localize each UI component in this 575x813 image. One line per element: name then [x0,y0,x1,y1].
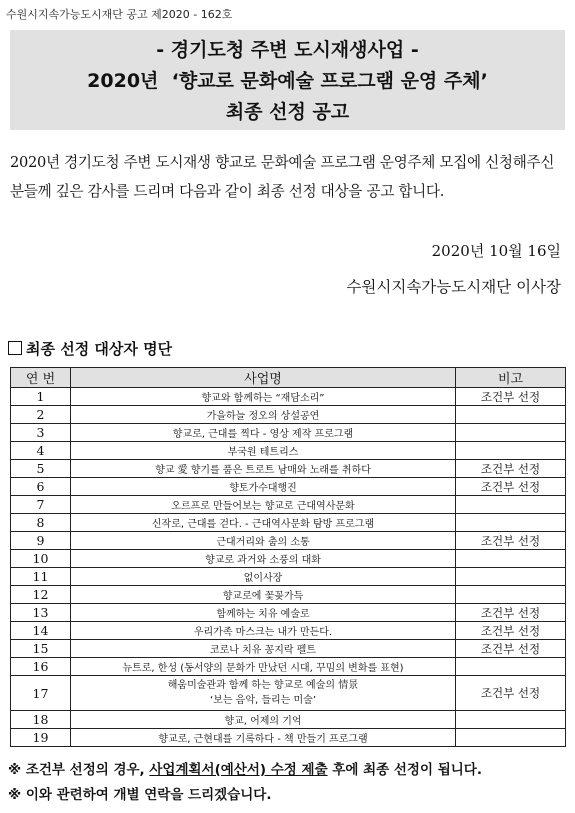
row-number: 4 [11,442,71,460]
row-remark [456,711,566,729]
table-row [11,676,566,711]
row-remark [456,658,566,676]
row-project-name: 뉴트로, 한성 (동서양의 문화가 만났던 시대, 꾸밈의 변화를 표현) [71,658,456,676]
footer-note-1-underlined: 사업계획서(예산서) 수정 제출 [149,762,328,778]
row-project-name [71,676,456,711]
row-number: 13 [11,604,71,622]
table-row [11,388,566,406]
row-number: 19 [11,729,71,747]
row-remark: 조건부 선정 [456,460,566,478]
row-project-name: 향교로, 근대를 찍다 - 영상 제작 프로그램 [71,424,456,442]
table-row [11,460,566,478]
row-remark [456,496,566,514]
title-line-2: 2020년 ‘향교로 문화예술 프로그램 운영 주체’ [87,70,488,92]
table-row [11,658,566,676]
row-number: 10 [11,550,71,568]
row-remark [456,406,566,424]
title-box [10,30,565,130]
row-project-name: 향토가수대행진 [71,478,456,496]
row-project-name: 코로나 치유 꽁지락 펠트 [71,640,456,658]
row-project-name-line-1: 해움미술관과 함께 하는 향교로 예술의 情景 [167,680,359,691]
table-header-row [11,368,566,388]
table-row [11,406,566,424]
section-heading [8,338,172,359]
row-number: 2 [11,406,71,424]
table-row [11,496,566,514]
header-number: 연 번 [11,368,71,388]
row-remark: 조건부 선정 [456,388,566,406]
row-project-name: 우리가족 마스크는 내가 만든다. [71,622,456,640]
row-project-name: 향교로 과거와 소풍의 대화 [71,550,456,568]
row-project-name: 근대거리와 춤의 소통 [71,532,456,550]
table-row [11,586,566,604]
row-project-name: 향교 愛 향기를 품은 트로트 남매와 노래를 취하다 [71,460,456,478]
table-row [11,568,566,586]
row-project-name: 신작로, 근대를 걷다. - 근대역사문화 탐방 프로그램 [71,514,456,532]
intro-paragraph: 2020년 경기도청 주변 도시재생 향교로 문화예술 프로그램 운영주체 모집에 신청해주신 분들께 깊은 감사를 드리며 다음과 같이 최종 선정 대상을 공고 합니다. [10,154,555,200]
table-row [11,424,566,442]
row-remark [456,442,566,460]
row-remark [456,586,566,604]
row-number: 8 [11,514,71,532]
row-number: 12 [11,586,71,604]
issuing-organization: 수원시지속가능도시재단 이사장 [346,278,561,296]
row-number: 14 [11,622,71,640]
table-row [11,711,566,729]
footer-note-1-suffix: 후에 최종 선정이 됩니다. [327,762,482,778]
row-project-name-line-2: ‘보는 음악, 들리는 미술’ [209,695,316,706]
row-number: 9 [11,532,71,550]
row-remark [456,424,566,442]
row-number: 16 [11,658,71,676]
row-number: 11 [11,568,71,586]
row-number: 18 [11,711,71,729]
row-number: 1 [11,388,71,406]
row-number: 7 [11,496,71,514]
document-number: 수원시지속가능도시재단 공고 제2020 - 162호 [6,8,233,21]
row-remark: 조건부 선정 [456,622,566,640]
table-row [11,478,566,496]
row-number: 6 [11,478,71,496]
row-remark [456,550,566,568]
title-line-3: 최종 선정 공고 [225,101,350,123]
header-project-name: 사업명 [71,368,456,388]
header-remarks: 비고 [456,368,566,388]
row-project-name: 향교로, 근현대를 기록하다 - 책 만들기 프로그램 [71,729,456,747]
table-row [11,532,566,550]
row-project-name: 오르프로 만들어보는 향교로 근대역사문화 [71,496,456,514]
row-remark: 조건부 선정 [456,640,566,658]
table-row [11,442,566,460]
row-project-name: 향교, 어제의 기억 [71,711,456,729]
row-project-name: 부국원 테트리스 [71,442,456,460]
row-project-name: 향교와 함께하는 “재담소리” [71,388,456,406]
table-row [11,514,566,532]
table-row [11,622,566,640]
title-line-1: - 경기도청 주변 도시재생사업 - [156,39,419,61]
row-number: 5 [11,460,71,478]
row-project-name: 향교로에 꽃꽂가득 [71,586,456,604]
checkbox-square-icon [8,341,22,355]
footer-note-contact: ※ 이와 관련하여 개별 연락을 드리겠습니다. [8,787,272,803]
row-number: 3 [11,424,71,442]
row-project-name: 함께하는 치유 예술로 [71,604,456,622]
row-remark: 조건부 선정 [456,676,566,711]
section-title: 최종 선정 대상자 명단 [26,340,173,358]
row-remark: 조건부 선정 [456,604,566,622]
table-row [11,640,566,658]
row-project-name: 가을하늘 정오의 상설공연 [71,406,456,424]
table-row [11,729,566,747]
table-row [11,604,566,622]
row-remark: 조건부 선정 [456,532,566,550]
row-remark [456,514,566,532]
table-row [11,550,566,568]
row-project-name: 없이사장 [71,568,456,586]
row-remark [456,729,566,747]
row-number: 17 [11,676,71,711]
selection-table [10,367,566,747]
row-number: 15 [11,640,71,658]
row-remark [456,568,566,586]
announcement-date: 2020년 10월 16일 [431,242,561,260]
row-remark: 조건부 선정 [456,478,566,496]
footer-note-1-prefix: ※ 조건부 선정의 경우, [8,762,150,778]
footer-note-conditional [8,758,482,778]
